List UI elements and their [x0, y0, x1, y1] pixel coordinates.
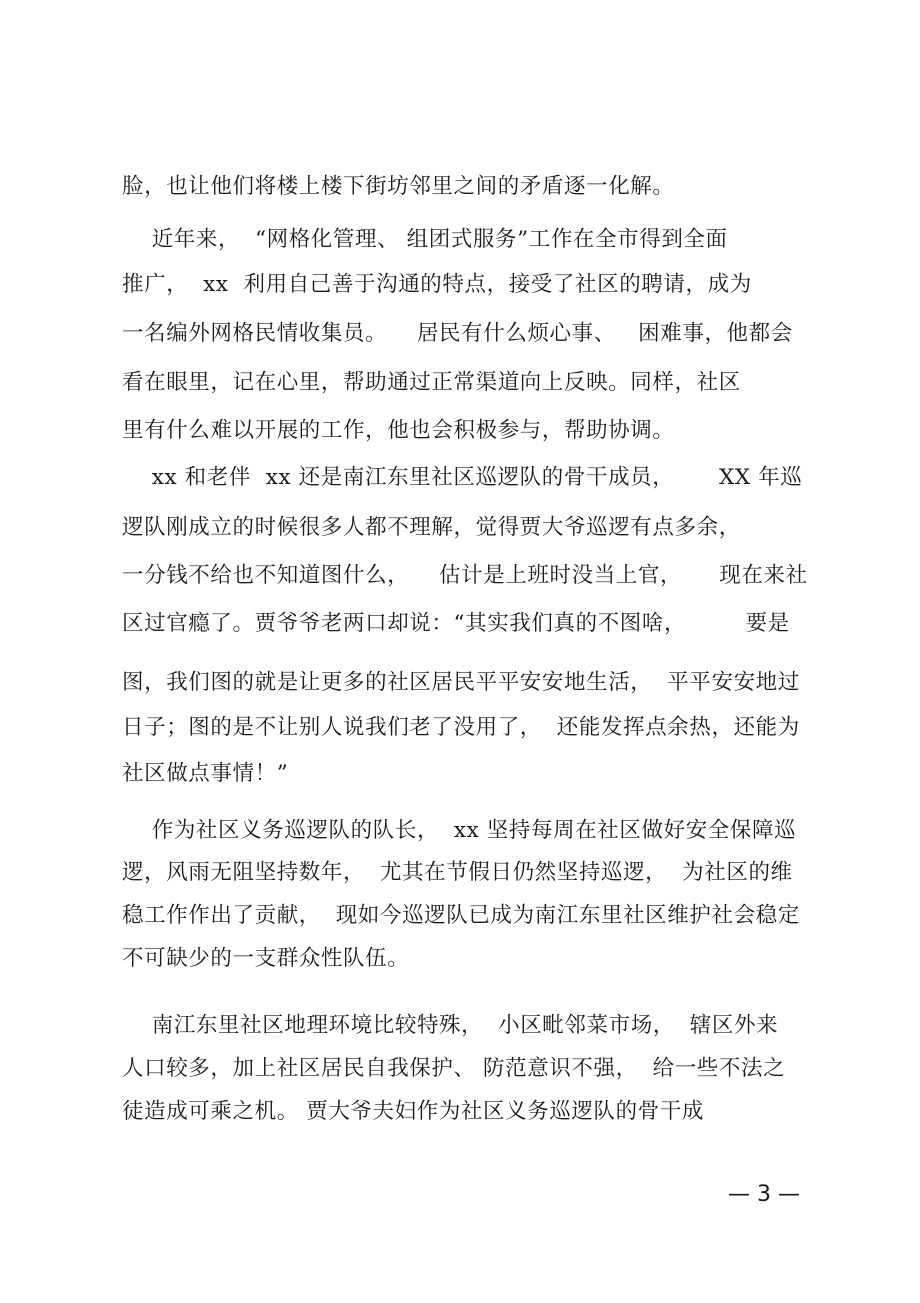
- text-line: 里有什么难以开展的工作，他也会积极参与，帮助协调。: [122, 418, 675, 443]
- text-line: 逻，风雨无阻坚持数年， 尤其在节假日仍然坚持巡逻， 为社区的维: [122, 860, 793, 885]
- text-line: 人口较多，加上社区居民自我保护、 防范意识不强， 给一些不法之: [122, 1056, 786, 1081]
- text-line: 区过官瘾了。贾爷爷老两口却说：“其实我们真的不图啥， 要是: [122, 611, 790, 636]
- text-line: 徒造成可乘之机。 贾大爷夫妇作为社区义务巡逻队的骨干成: [122, 1099, 705, 1124]
- text-line: 不可缺少的一支群众性队伍。: [122, 946, 410, 971]
- page-number: — 3 —: [728, 1182, 800, 1207]
- text-line: 一名编外网格民情收集员。 居民有什么烦心事、 困难事，他都会: [122, 321, 793, 346]
- text-line: 南江东里社区地理环境比较特殊， 小区毗邻菜市场， 辖区外来: [122, 1013, 779, 1038]
- text-line: 一分钱不给也不知道图什么， 估计是上班时没当上官， 现在来社: [122, 563, 808, 588]
- text-line: xx 和老伴 xx 还是南江东里社区巡逻队的骨干成员， XX 年巡: [122, 465, 803, 490]
- text-line: 看在眼里，记在心里，帮助通过正常渠道向上反映。同样，社区: [122, 370, 741, 395]
- text-line: 社区做点事情！”: [122, 761, 289, 786]
- text-line: 近年来， “网格化管理、 组团式服务”工作在全市得到全面: [122, 227, 728, 252]
- text-line: 作为社区义务巡逻队的队长， xx 坚持每周在社区做好安全保障巡: [122, 818, 797, 843]
- text-line: 脸，也让他们将楼上楼下街坊邻里之间的矛盾逐一化解。: [122, 174, 675, 199]
- text-line: 推广， xx 利用自己善于沟通的特点，接受了社区的聘请，成为: [122, 272, 752, 297]
- text-line: 日子；图的是不让别人说我们老了没用了， 还能发挥点余热，还能为: [122, 715, 800, 740]
- text-line: 逻队刚成立的时候很多人都不理解，觉得贾大爷巡逻有点多余，: [122, 515, 741, 540]
- text-line: 稳工作作出了贡献， 现如今巡逻队已成为南江东里社区维护社会稳定: [122, 903, 800, 928]
- text-line: 图，我们图的就是让更多的社区居民平平安安地生活， 平平安安地过: [122, 670, 800, 695]
